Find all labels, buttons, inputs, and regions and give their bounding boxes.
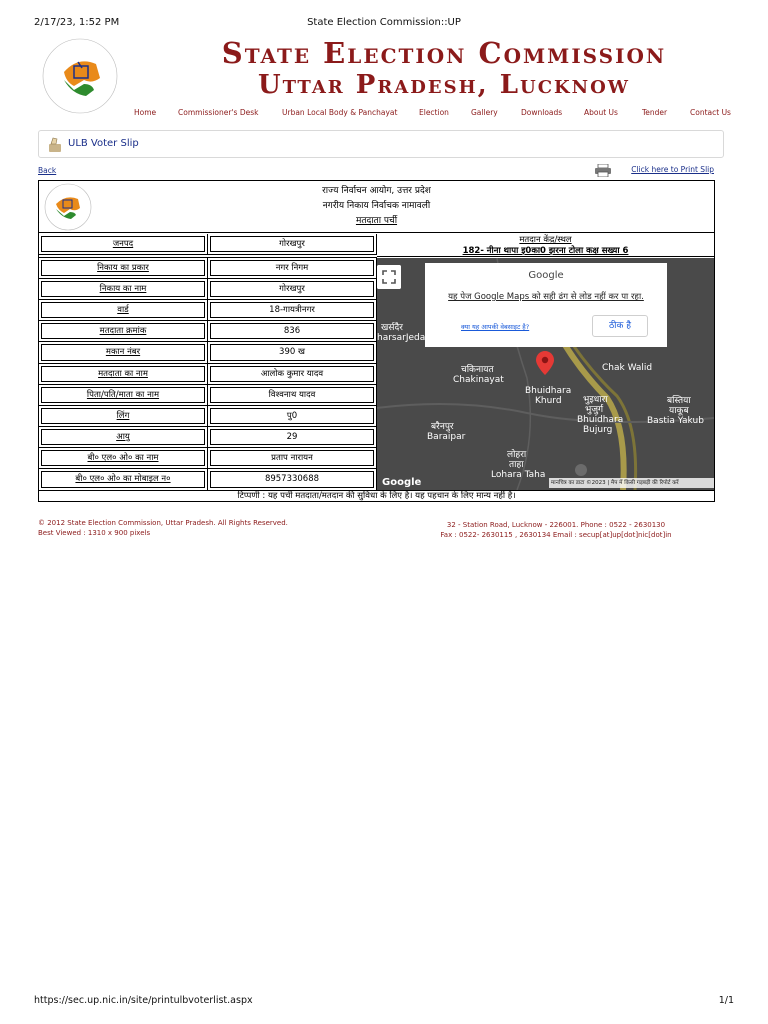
- row-value: नगर निगम: [208, 258, 377, 278]
- table-row: [39, 279, 377, 300]
- footer-address: 32 - Station Road, Lucknow - 226001. Phone : 0522 - 2630130: [446, 521, 666, 529]
- footer-left: [38, 518, 288, 538]
- row-label: बी० एल० ओ० का मोबाइल न०: [39, 469, 208, 490]
- footer-right: [406, 520, 706, 540]
- row-label: मकान नंबर: [39, 342, 208, 362]
- map-place: चकिनायत: [461, 365, 494, 375]
- row-label: बी० एल० ओ० का नाम: [39, 448, 208, 468]
- row-value: 8957330688: [208, 469, 377, 490]
- slip-heading-title: मतदाता पर्ची: [355, 216, 398, 226]
- polling-station: [377, 234, 714, 257]
- print-page-number: 1/1: [718, 995, 734, 1006]
- row-value: पु0: [208, 406, 377, 426]
- main-nav: [100, 108, 740, 120]
- row-label: मतदाता का नाम: [39, 364, 208, 384]
- row-value: विश्वनाथ यादव: [208, 385, 377, 405]
- map-place: भुइधारा: [583, 395, 608, 405]
- table-row: [39, 258, 377, 279]
- site-header: [34, 36, 734, 116]
- fullscreen-icon[interactable]: [377, 265, 401, 289]
- row-label: आयु: [39, 427, 208, 447]
- dialog-ok-button[interactable]: ठीक है: [592, 315, 648, 337]
- map-place: Bhuidhara: [525, 386, 572, 396]
- footer-fax-email: Fax : 0522- 2630115 , 2630134 Email : secup[at]up[dot]nic[dot]in: [440, 531, 672, 539]
- row-value: 18-गायत्रीनगर: [208, 300, 377, 320]
- print-datetime: 2/17/23, 1:52 PM: [34, 17, 120, 28]
- map-place: Bujurg: [583, 425, 613, 435]
- print-page-title: State Election Commission::UP: [307, 17, 461, 28]
- maps-error-dialog: [425, 263, 667, 347]
- slip-note: टिप्पणी : यह पर्ची मतदाता/मतदान की सुविधा के लिए है। यह पहचान के लिए मान्य नहीं है।: [39, 490, 714, 501]
- slip-header: [39, 181, 714, 233]
- commission-logo: [34, 36, 130, 116]
- action-links: [38, 164, 714, 178]
- map-place: ताहा: [509, 460, 524, 470]
- table-row: [39, 406, 377, 427]
- map-place: बस्तिया: [667, 396, 691, 406]
- row-value: 29: [208, 427, 377, 447]
- ballot-hand-icon: [45, 135, 65, 155]
- ulb-voter-slip-tab[interactable]: [38, 130, 724, 158]
- map-place: Lohara Taha: [491, 470, 546, 480]
- map-place: Chakinayat: [453, 375, 504, 385]
- print-slip-link[interactable]: Click here to Print Slip: [631, 165, 714, 174]
- nav-urban-local-body[interactable]: Urban Local Body & Panchayat: [282, 108, 398, 117]
- google-logo: Google: [382, 477, 422, 488]
- print-url: https://sec.up.nic.in/site/printulbvoterlist.aspx: [34, 995, 253, 1006]
- printer-icon[interactable]: [594, 164, 612, 177]
- map-pin-icon[interactable]: [536, 351, 554, 375]
- dialog-message: यह पेज Google Maps को सही ढंग से लोड नहीं कर पा रहा.: [448, 292, 644, 302]
- site-title-line1: State Election Commission: [221, 36, 667, 70]
- footer-copyright: © 2012 State Election Commission, Uttar Pradesh. All Rights Reserved.: [38, 519, 288, 527]
- table-row: [39, 342, 377, 363]
- row-label: पिता/पति/माता का नाम: [39, 385, 208, 405]
- nav-gallery[interactable]: Gallery: [471, 108, 498, 117]
- map-place: Baraipar: [427, 432, 466, 442]
- row-label: जनपद: [39, 234, 208, 254]
- table-row: [39, 234, 377, 255]
- row-value: 836: [208, 321, 377, 341]
- row-label: मतदाता क्रमांक: [39, 321, 208, 341]
- map-place: बरैनपुर: [431, 422, 454, 432]
- polling-station-value: 182- नीना थापा इ0का0 झरना टोला कक्ष सख्या 6: [462, 246, 629, 256]
- voter-details-table: [39, 234, 377, 490]
- table-row: [39, 469, 377, 490]
- nav-about-us[interactable]: About Us: [584, 108, 618, 117]
- nav-home[interactable]: Home: [134, 108, 157, 117]
- polling-station-map[interactable]: [377, 258, 714, 490]
- map-place: Khurd: [535, 396, 562, 406]
- map-place: भुजुर्ग: [585, 405, 604, 415]
- row-label: निकाय का नाम: [39, 279, 208, 299]
- row-value: गोरखपुर: [208, 279, 377, 299]
- voter-slip: [38, 180, 715, 502]
- map-place: Bhuidhara: [577, 415, 624, 425]
- nav-tender[interactable]: Tender: [642, 108, 668, 117]
- row-value: प्रताप नारायन: [208, 448, 377, 468]
- nav-contact-us[interactable]: Contact Us: [690, 108, 731, 117]
- slip-heading-commission: राज्य निर्वाचन आयोग, उत्तर प्रदेश: [322, 186, 431, 196]
- site-title-line2: Uttar Pradesh, Lucknow: [257, 70, 631, 100]
- table-row: [39, 300, 377, 321]
- table-row: [39, 385, 377, 406]
- site-footer: [38, 518, 718, 542]
- map-place: Bastia Yakub: [647, 416, 704, 426]
- map-place: खर्सदैर: [381, 323, 403, 333]
- row-label: निकाय का प्रकार: [39, 258, 208, 278]
- row-label: लिंग: [39, 406, 208, 426]
- row-value: गोरखपुर: [208, 234, 377, 254]
- row-value: आलोक कुमार यादव: [208, 364, 377, 384]
- nav-election[interactable]: Election: [419, 108, 449, 117]
- row-value: 390 ख: [208, 342, 377, 362]
- slip-heading-roll: नगरीय निकाय निर्वाचक नामावली: [322, 201, 431, 211]
- tab-label: ULB Voter Slip: [68, 138, 139, 149]
- back-link[interactable]: Back: [38, 166, 57, 175]
- polling-station-label: मतदान केंद्र/स्थल: [519, 235, 572, 245]
- map-attribution[interactable]: मानचित्र का डाटा ©2023 | मैप में किसी गड़बड़ी की रिपोर्ट करें: [549, 478, 714, 488]
- map-place: याकूब: [669, 406, 689, 416]
- dialog-google-brand: Google: [528, 270, 564, 281]
- nav-downloads[interactable]: Downloads: [521, 108, 563, 117]
- nav-commissioners-desk[interactable]: Commissioner's Desk: [178, 108, 259, 117]
- table-row: [39, 427, 377, 448]
- table-row: [39, 321, 377, 342]
- dialog-owner-link[interactable]: क्या यह आपकी वेबसाइट है?: [461, 323, 530, 331]
- table-row: [39, 448, 377, 469]
- row-label: वार्ड: [39, 300, 208, 320]
- footer-best-viewed: Best Viewed : 1310 x 900 pixels: [38, 529, 151, 537]
- table-row: [39, 364, 377, 385]
- map-place: लोहरा: [507, 450, 527, 460]
- map-place: harsarJeda: [377, 333, 426, 343]
- map-place: Chak Walid: [602, 363, 653, 373]
